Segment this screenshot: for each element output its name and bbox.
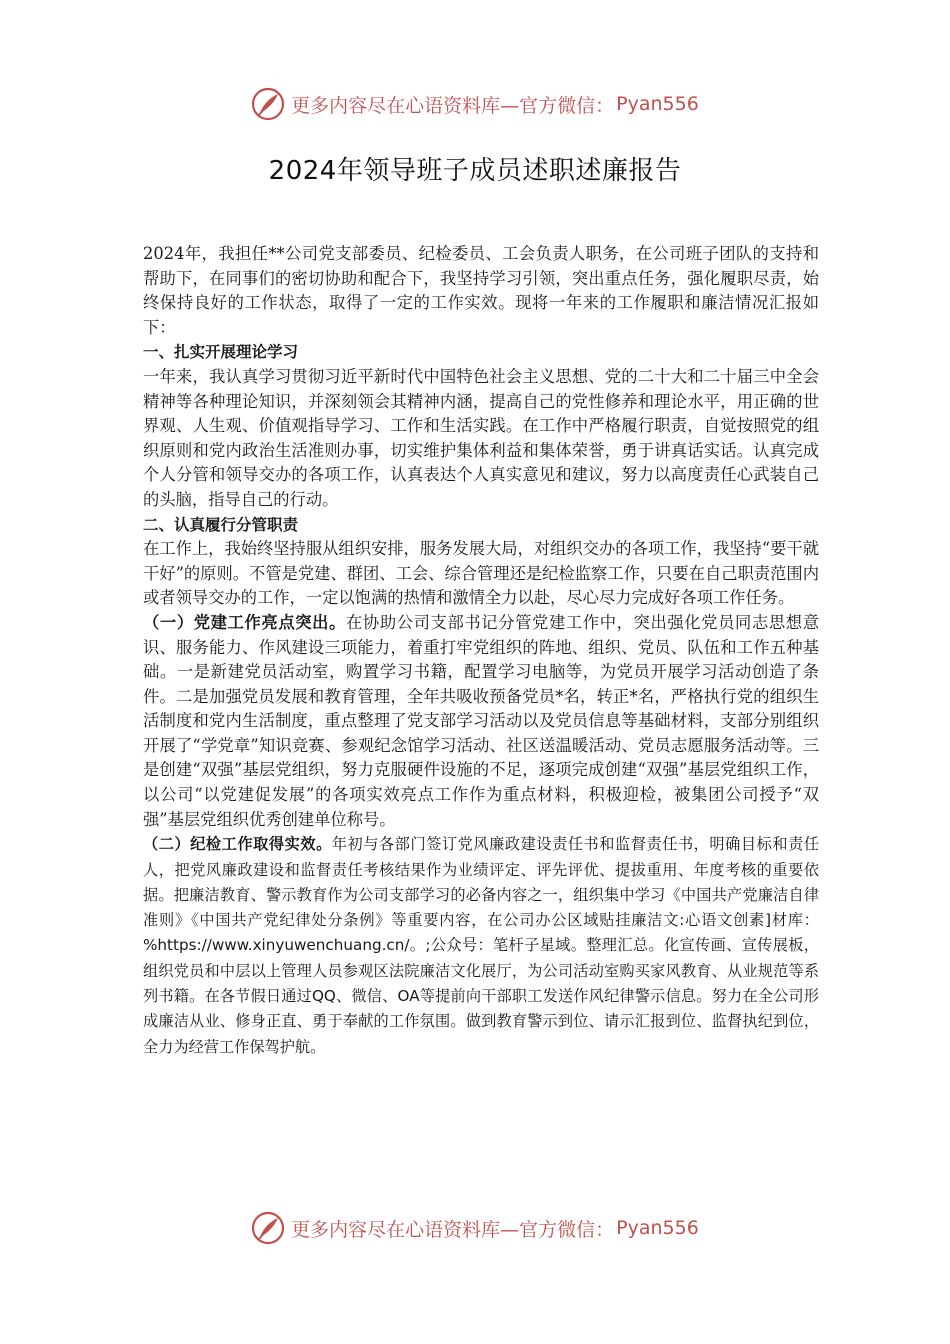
feather-pen-logo-icon bbox=[251, 1211, 285, 1245]
banner-text: 更多内容尽在心语资料库—官方微信： bbox=[291, 94, 615, 117]
feather-pen-logo-icon bbox=[251, 87, 285, 121]
subsection-1-text: 在协助公司支部书记分管党建工作中，突出强化党员同志思想意识、服务能力、作风建设三项能力，着重打牢党组织的阵地、组织、党员、队伍和工作五种基础。一是新建党员活动室，购置学习书籍，配置学习电脑等，为党员开展学习活动创造了条件。二是加强党员发展和教育管理，全年共吸收预备党员*名，转正*名，严格执行党的组织生活制度和党内生活制度，重点整理了党支部学习活动以及党员信息等基础材料，支部分别组织开展了“学党章”知识竞赛、参观纪念馆学习活动、社区送温暖活动、党员志愿服务活动等。三是创建“双强”基层党组织，努力克服硬件设施的不足，逐项完成创建“双强”基层党组织工作，以公司“以党建促发展”的各项实效亮点工作作为重点材料，积极迎检，被集团公司授予“双强”基层党组织优秀创建单位称号。 bbox=[143, 612, 819, 829]
subsection-2-lead: （二）纪检工作取得实效。 bbox=[143, 835, 332, 854]
section-1-paragraph: 一年来，我认真学习贯彻习近平新时代中国特色社会主义思想、党的二十大和二十届三中全会精神等各种理论知识，并深刻领会其精神内涵，提高自己的党性修养和理论水平，用正确的世界观、人生观、价值观指导学习、工作和生活实践。在工作中严格履行职责，自觉按照党的组织原则和党内政治生活准则办事，切实维护集体利益和集体荣誉，勇于讲真话实话。认真完成个人分管和领导交办的各项工作，认真表达个人真实意见和建议，努力以高度责任心武装自己的头脑，指导自己的行动。 bbox=[143, 366, 819, 509]
section-2-heading: 二、认真履行分管职责 bbox=[143, 515, 299, 534]
footer-banner bbox=[0, 1208, 950, 1248]
header-banner bbox=[0, 84, 950, 124]
subsection-2-text: 年初与各部门签订党风廉政建设责任书和监督责任书，明确目标和责任人，把党风廉政建设和监督责任考核结果作为业绩评定、评先评优、提拔重用、年度考核的重要依据。把廉洁教育、警示教育作为公司支部学习的必备内容之一，组织集中学习《中国共产党廉洁自律准则》《中国共产党纪律处分条例》等重要内容，在公司办公区域贴挂廉洁文:心语文创素]材库：%https://www.xinyuwenchuang.cn/。;公众号：笔杆子星域。整理汇总。化宣传画、宣传展板，组织党员和中层以上管理人员参观区法院廉洁文化展厅，为公司活动室购买家风教育、从业规范等系列书籍。在各节假日通过QQ、微信、OA等提前向干部职工发送作风纪律警示信息。努力在全公司形成廉洁从业、修身正直、勇于奉献的工作氛围。做到教育警示到位、请示汇报到位、监督执纪到位，全力为经营工作保驾护航。 bbox=[143, 835, 820, 1056]
document-title: 2024年领导班子成员述职述廉报告 bbox=[268, 156, 682, 186]
intro-paragraph: 2024年，我担任**公司党支部委员、纪检委员、工会负责人职务，在公司班子团队的支持和帮助下，在同事们的密切协助和配合下，我坚持学习引领，突出重点任务，强化履职尽责，始终保持良好的工作状态，取得了一定的工作实效。现将一年来的工作履职和廉洁情况汇报如下： bbox=[143, 244, 819, 337]
subsection-1-paragraph bbox=[143, 611, 819, 832]
subsection-1-lead: （一）党建工作亮点突出。 bbox=[143, 612, 346, 632]
banner-text: 更多内容尽在心语资料库—官方微信： bbox=[291, 1218, 615, 1241]
document-body bbox=[143, 242, 819, 1060]
banner-wechat-id: Pyan556 bbox=[616, 1217, 699, 1239]
section-1-heading: 一、扎实开展理论学习 bbox=[143, 343, 299, 362]
subsection-2-paragraph bbox=[143, 832, 819, 1060]
banner-wechat-id: Pyan556 bbox=[616, 93, 699, 115]
section-2-paragraph: 在工作上，我始终坚持服从组织安排，服务发展大局，对组织交办的各项工作，我坚持“要干就干好”的原则。不管是党建、群团、工会、综合管理还是纪检监察工作，只要在自己职责范围内或者领导交办的工作，一定以饱满的热情和激情全力以赴，尽心尽力完成好各项工作任务。 bbox=[143, 539, 819, 608]
